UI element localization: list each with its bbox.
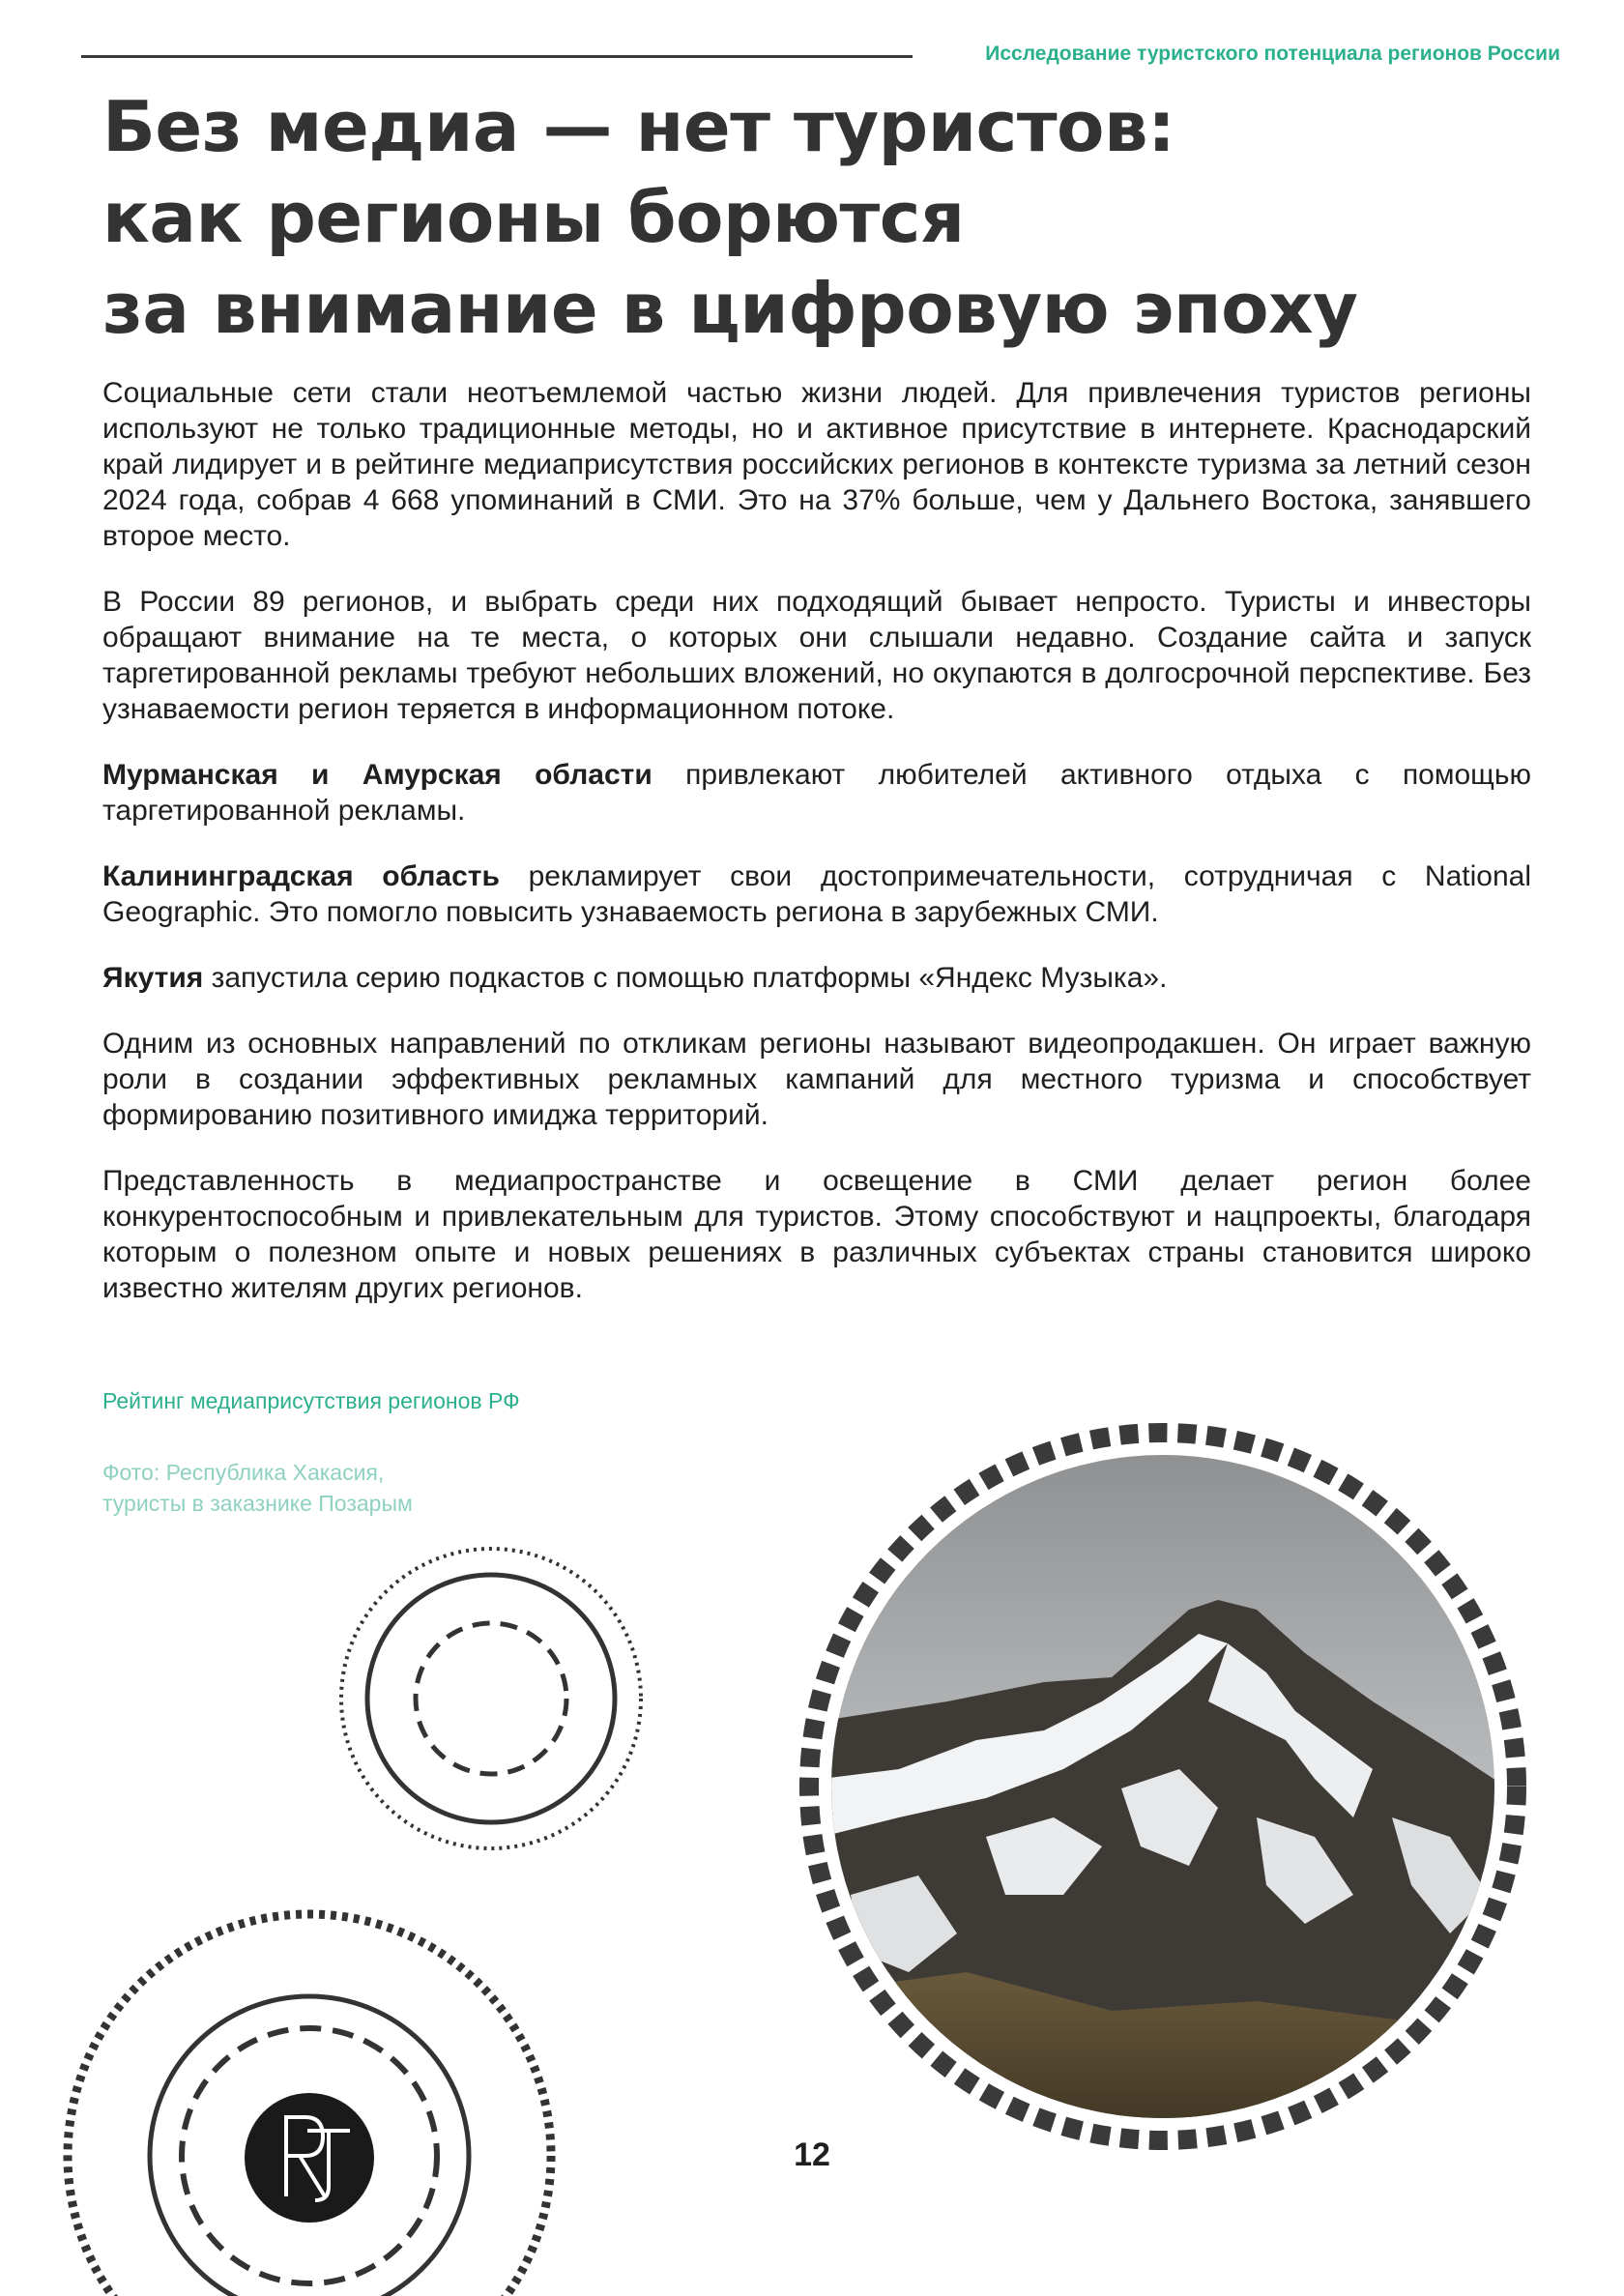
page-number: 12 bbox=[794, 2136, 830, 2173]
paragraph-text: рекламирует свои достопримечательности, сотрудничая с National Geographic. Это помогло повысить узнаваемость региона в зарубежных СМИ. bbox=[102, 860, 1531, 928]
decorative-circles-top bbox=[341, 1549, 641, 1848]
paragraph-regions: В России 89 регионов, и выбрать среди них подходящий бывает непросто. Туристы и инвесторы обращают внимание на те места, о которых они слышали недавно. Создание сайта и запуск таргетированной рекламы требуют небольших вложений, но окупаются в долгосрочной перспективе. Без узнаваемости регион теряется в информационном потоке. bbox=[102, 586, 1531, 725]
paragraph-video: Одним из основных направлений по откликам регионы называют видеопродакшен. Он играет важную роли в создании эффективных рекламных кампаний для местного туризма и способствует формированию позитивного имиджа территорий. bbox=[102, 1028, 1531, 1131]
title-line-1: Без медиа — нет туристов: bbox=[102, 86, 1175, 167]
source-note[interactable]: Рейтинг медиаприсутствия регионов РФ bbox=[102, 1388, 520, 1413]
region-name: Якутия bbox=[102, 962, 204, 994]
caption-line-2: туристы в заказнике Позарым bbox=[102, 1491, 413, 1516]
caption-line-1: Фото: Республика Хакасия, bbox=[102, 1460, 385, 1485]
title-line-2: как регионы борются bbox=[102, 177, 965, 258]
paragraph-intro: Социальные сети стали неотъемлемой частью жизни людей. Для привлечения туристов регионы используют не только традиционные методы, но и активное присутствие в интернете. Краснодарский край лидирует и в рейтинге медиаприсутствия российских регионов в контексте туризма за летний сезон 2024 года, собрав 4 668 упоминаний в СМИ. Это на 37% больше, чем у Дальнего Востока, занявшего второе место. bbox=[102, 377, 1531, 552]
paragraph-media: Представленность в медиапространстве и освещение в СМИ делает регион более конкурентоспособным и привлекательным для туристов. Этому способствуют и нацпроекты, благодаря которым о полезном опыте и новых решениях в различных субъектах страны становится широко известно жителям других регионов. bbox=[102, 1165, 1531, 1304]
region-name: Мурманская и Амурская области bbox=[102, 759, 652, 791]
rt-logo-icon bbox=[245, 2093, 374, 2223]
region-name: Калининградская область bbox=[102, 860, 500, 892]
paragraph-text: запустила серию подкастов с помощью платформы «Яндекс Музыка». bbox=[203, 962, 1168, 994]
mountain-photo bbox=[822, 1450, 1508, 2136]
running-title: Исследование туристского потенциала регионов России bbox=[985, 43, 1560, 65]
paragraph-text: привлекают любителей активного отдыха с помощью таргетированной рекламы. bbox=[102, 759, 1531, 827]
title-line-3: за внимание в цифровую эпоху bbox=[102, 268, 1358, 349]
